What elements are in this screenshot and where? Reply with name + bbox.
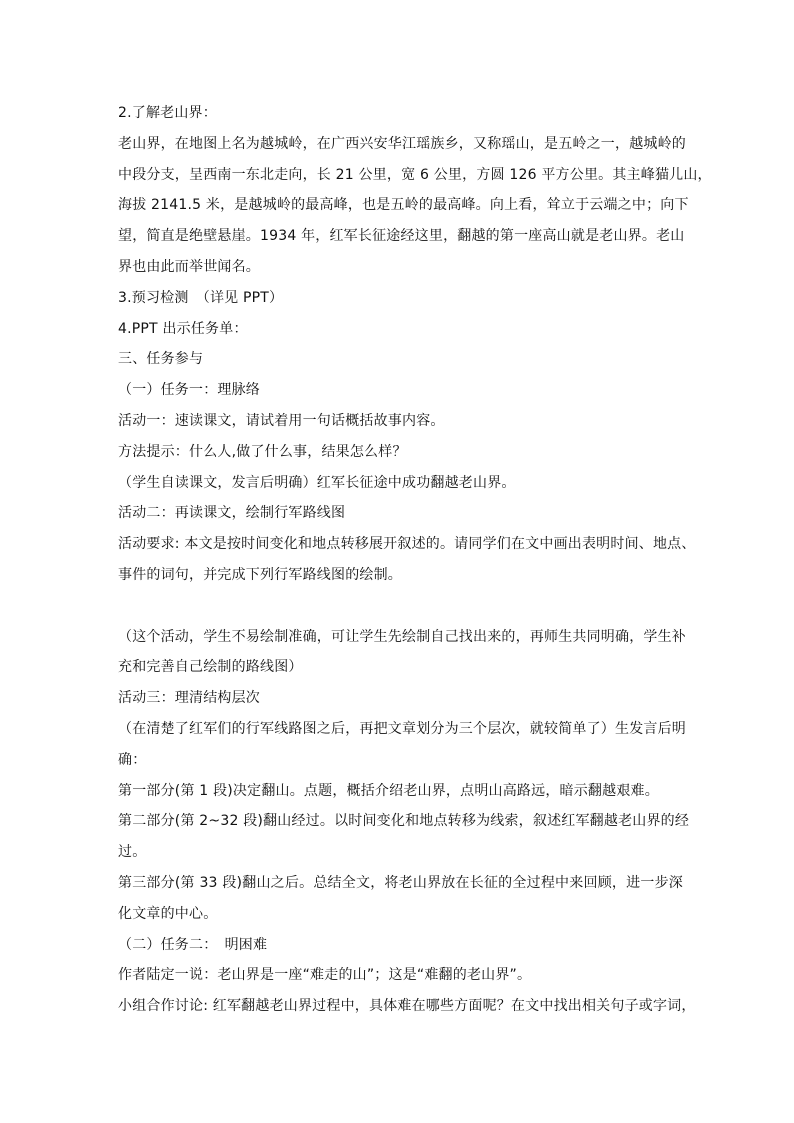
group-discussion: 小组合作讨论: 红军翻越老山界过程中，具体难在哪些方面呢？在文中找出相关句子或字词， <box>118 998 696 1015</box>
paragraph-line: 第三部分(第 33 段)翻山之后。总结全文，将老山界放在长征的全过程中来回顾，进一步深 <box>118 874 683 891</box>
paragraph-line: 化文章的中心。 <box>118 905 218 922</box>
paragraph-line: 老山界，在地图上名为越城岭，在广西兴安华江瑶族乡，又称瑶山，是五岭之一，越城岭的 <box>118 135 686 152</box>
activity-2-heading: 活动二：再读课文，绘制行军路线图 <box>118 505 346 522</box>
paragraph-line: 充和完善自己绘制的路线图） <box>118 659 303 676</box>
section-heading-3: 3.预习检测 （详见 PPT） <box>118 289 284 306</box>
paragraph-line: （这个活动，学生不易绘制准确，可让学生先绘制自己找出来的，再师生共同明确，学生补 <box>118 628 686 645</box>
paragraph-line: 海拔 2141.5 米，是越城岭的最高峰，也是五岭的最高峰。向上看，耸立于云端之中；向下 <box>118 197 689 214</box>
paragraph-line: （在清楚了红军们的行军线路图之后，再把文章划分为三个层次，就较简单了）生发言后明 <box>118 720 686 737</box>
paragraph-line: 过。 <box>118 844 147 861</box>
paragraph-line: 活动要求: 本文是按时间变化和地点转移展开叙述的。请同学们在文中画出表明时间、地点、 <box>118 536 696 553</box>
document-page <box>118 98 712 1022</box>
activity-1-answer: （学生自读课文，发言后明确）红军长征途中成功翻越老山界。 <box>118 474 516 491</box>
task-heading-1: （一）任务一：理脉络 <box>118 382 260 399</box>
section-heading-4: 4.PPT 出示任务单： <box>118 320 248 337</box>
method-hint: 方法提示：什么人,做了什么事，结果怎么样？ <box>118 443 407 460</box>
paragraph-line: 事件的词句，并完成下列行军路线图的绘制。 <box>118 566 402 583</box>
activity-2-requirement <box>118 529 696 591</box>
structure-part-2 <box>118 806 690 868</box>
activity-1-heading: 活动一：速读课文，请试着用一句话概括故事内容。 <box>118 412 445 429</box>
activity-3-heading: 活动三：理清结构层次 <box>118 690 260 707</box>
paragraph-line: 第二部分(第 2~32 段)翻山经过。以时间变化和地点转移为线索，叙述红军翻越老山界的经 <box>118 813 690 830</box>
task-heading-2: （二）任务二： 明困难 <box>118 936 268 953</box>
author-quote: 作者陆定一说：老山界是一座“难走的山”；这是“难翻的老山界”。 <box>118 967 532 984</box>
section-heading-2: 2.了解老山界： <box>118 105 217 121</box>
section-title: 三、任务参与 <box>118 351 204 368</box>
paragraph-line: 望，简直是绝壁悬崖。1934 年，红军长征途经这里，翻越的第一座高山就是老山界。老山 <box>118 228 685 245</box>
activity-3-intro <box>118 714 686 776</box>
paragraph-line: 确： <box>118 751 147 768</box>
blank-space <box>118 591 683 622</box>
structure-part-1: 第一部分(第 1 段)决定翻山。点题，概括介绍老山界，点明山高路远，暗示翻越艰难。 <box>118 782 659 799</box>
activity-2-note <box>118 622 686 684</box>
structure-part-3 <box>118 868 683 930</box>
paragraph-line: 界也由此而举世闻名。 <box>118 258 260 275</box>
paragraph-line: 中段分支，呈西南一东北走向，长 21 公里，宽 6 公里，方圆 126 平方公里。其主峰猫儿山， <box>118 166 712 183</box>
laoshanjie-paragraph <box>118 129 712 283</box>
